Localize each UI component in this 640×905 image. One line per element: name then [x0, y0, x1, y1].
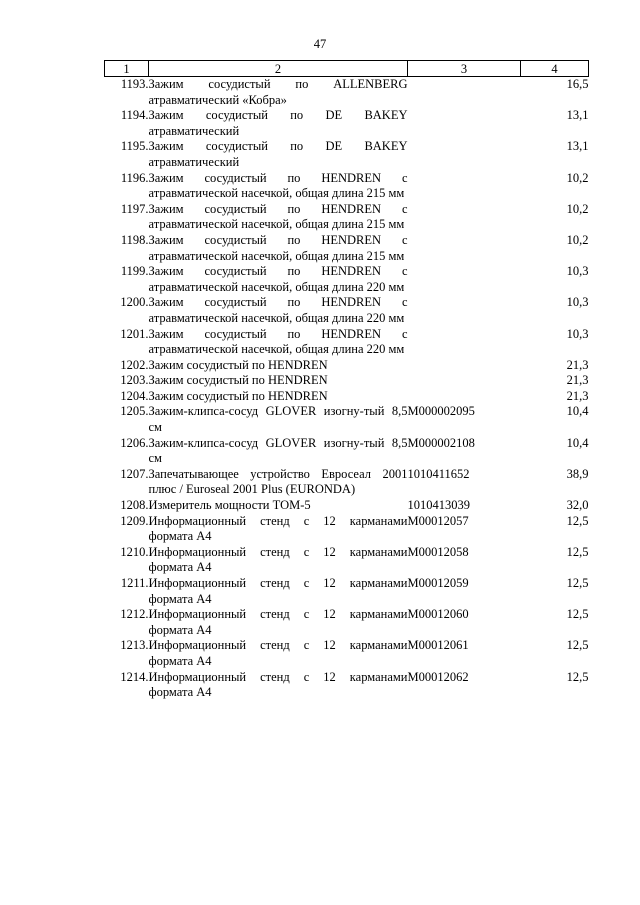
item-code	[408, 108, 521, 139]
row-number: 1210.	[120, 544, 149, 559]
table-row	[105, 202, 589, 233]
table-row	[105, 358, 589, 374]
item-price: 32,0	[566, 498, 589, 513]
row-number: 1197.	[120, 201, 149, 216]
row-number: 1211.	[120, 576, 149, 590]
table-row	[105, 108, 589, 139]
row-number: 1206.	[120, 435, 149, 450]
item-name: Зажим-клипса-сосуд GLOVER изогну-тый 8,5 см	[148, 435, 408, 466]
item-name: Информационный стенд с 12 карманами формата А4	[148, 638, 408, 668]
item-price: 38,9	[566, 466, 589, 481]
row-number: 1205.	[120, 404, 149, 419]
item-price: 10,4	[566, 435, 589, 450]
item-code	[408, 264, 521, 295]
item-name: Информационный стенд с 12 карманами формата А4	[148, 544, 408, 575]
item-name: Измеритель мощности ТОМ-5	[148, 498, 311, 513]
item-name: Зажим сосудистый по HENDREN с атравматической насечкой, общая длина 220 мм	[148, 264, 408, 294]
table-row	[105, 139, 589, 170]
item-code	[408, 327, 521, 358]
item-price: 12,5	[566, 669, 589, 684]
item-code	[408, 139, 521, 170]
item-code: М000002108	[407, 435, 475, 450]
item-name: Информационный стенд с 12 карманами формата А4	[148, 607, 408, 637]
item-price: 10,3	[566, 264, 589, 279]
item-name: Информационный стенд с 12 карманами формата А4	[148, 669, 408, 700]
table-row	[105, 467, 589, 498]
items-table	[104, 60, 589, 701]
item-code: М00012057	[407, 513, 469, 528]
item-code	[408, 77, 521, 109]
item-code: М00012058	[407, 544, 469, 559]
table-row	[105, 638, 589, 669]
table-row	[105, 404, 589, 435]
row-number: 1207.	[120, 466, 149, 481]
item-price: 13,1	[566, 139, 589, 154]
item-price: 10,2	[566, 232, 589, 247]
table-body	[105, 77, 589, 701]
item-name: Зажим-клипса-сосуд GLOVER изогну-тый 8,5 см	[148, 404, 408, 435]
item-code: 1010411652	[407, 466, 470, 481]
item-name: Зажим сосудистый по HENDREN с атравматической насечкой, общая длина 220 мм	[148, 295, 408, 325]
item-code: 1010413039	[407, 498, 470, 513]
item-name: Зажим сосудистый по HENDREN с атравматической насечкой, общая длина 220 мм	[148, 326, 408, 357]
table-row	[105, 77, 589, 109]
item-code	[408, 202, 521, 233]
column-header-2: 2	[149, 61, 408, 77]
table-row	[105, 171, 589, 202]
page-number: 47	[313, 37, 327, 51]
item-price: 21,3	[566, 388, 589, 403]
item-name: Зажим сосудистый по HENDREN с атравматической насечкой, общая длина 215 мм	[148, 232, 408, 263]
row-number: 1194.	[120, 108, 149, 123]
item-price: 12,5	[566, 576, 589, 590]
column-header-3: 3	[408, 61, 521, 77]
item-name: Зажим сосудистый по DE BAKEY атравматический	[148, 108, 408, 138]
table-row	[105, 576, 589, 607]
item-price: 21,3	[566, 357, 589, 372]
row-number: 1214.	[120, 669, 149, 684]
row-number: 1200.	[120, 295, 149, 310]
row-number: 1199.	[120, 264, 149, 279]
item-code	[408, 358, 521, 374]
item-name: Зажим сосудистый по DE BAKEY атравматический	[148, 139, 408, 169]
item-code	[408, 233, 521, 264]
item-name: Зажим сосудистый по HENDREN	[148, 357, 328, 372]
item-code: М00012062	[407, 669, 469, 684]
item-price: 10,2	[566, 170, 589, 185]
item-name: Информационный стенд с 12 карманами формата А4	[148, 576, 408, 606]
row-number: 1208.	[120, 498, 149, 513]
item-price: 10,3	[566, 326, 589, 341]
row-number: 1202.	[120, 357, 149, 372]
item-code	[408, 389, 521, 405]
item-name: Зажим сосудистый по HENDREN с атравматической насечкой, общая длина 215 мм	[148, 170, 408, 201]
item-price: 16,5	[566, 77, 589, 91]
table-row	[105, 514, 589, 545]
row-number: 1195.	[120, 139, 149, 154]
column-header-1: 1	[105, 61, 149, 77]
table-row	[105, 607, 589, 638]
row-number: 1204.	[120, 388, 149, 403]
item-price: 10,2	[566, 201, 589, 216]
item-code	[408, 171, 521, 202]
item-name: Зажим сосудистый по HENDREN	[148, 373, 328, 388]
table-header-row	[105, 61, 589, 77]
column-header-4: 4	[521, 61, 589, 77]
item-price: 12,5	[566, 544, 589, 559]
item-name: Зажим сосудистый по HENDREN	[148, 388, 328, 403]
item-name: Информационный стенд с 12 карманами формата А4	[148, 513, 408, 544]
table-row	[105, 233, 589, 264]
row-number: 1201.	[120, 326, 149, 341]
item-name: Зажим сосудистый по HENDREN с атравматической насечкой, общая длина 215 мм	[148, 201, 408, 232]
table-row	[105, 545, 589, 576]
table-row	[105, 498, 589, 514]
row-number: 1196.	[120, 170, 149, 185]
item-name: Запечатывающее устройство Евросеал 2001 плюс / Euroseal 2001 Plus (EURONDA)	[148, 466, 408, 497]
row-number: 1212.	[120, 607, 149, 622]
row-number: 1213.	[120, 638, 149, 653]
item-name: Зажим сосудистый по ALLENBERG атравматический «Кобра»	[148, 77, 408, 107]
table-row	[105, 264, 589, 295]
item-price: 10,3	[566, 295, 589, 310]
table-row	[105, 389, 589, 405]
item-price: 13,1	[566, 108, 589, 123]
table-row	[105, 373, 589, 389]
row-number: 1193.	[120, 77, 149, 91]
item-code: М00012060	[407, 607, 469, 622]
item-code: М000002095	[407, 404, 475, 419]
item-code	[408, 295, 521, 326]
item-code: М00012061	[407, 638, 469, 653]
table-row	[105, 295, 589, 326]
item-price: 12,5	[566, 513, 589, 528]
row-number: 1209.	[120, 513, 149, 528]
item-price: 10,4	[566, 404, 589, 419]
table-row	[105, 670, 589, 701]
item-price: 21,3	[566, 373, 589, 388]
item-code	[408, 373, 521, 389]
row-number: 1198.	[120, 232, 149, 247]
item-price: 12,5	[566, 607, 589, 622]
row-number: 1203.	[120, 373, 149, 388]
table-row	[105, 436, 589, 467]
table-row	[105, 327, 589, 358]
item-price: 12,5	[566, 638, 589, 653]
item-code: М00012059	[407, 576, 469, 590]
